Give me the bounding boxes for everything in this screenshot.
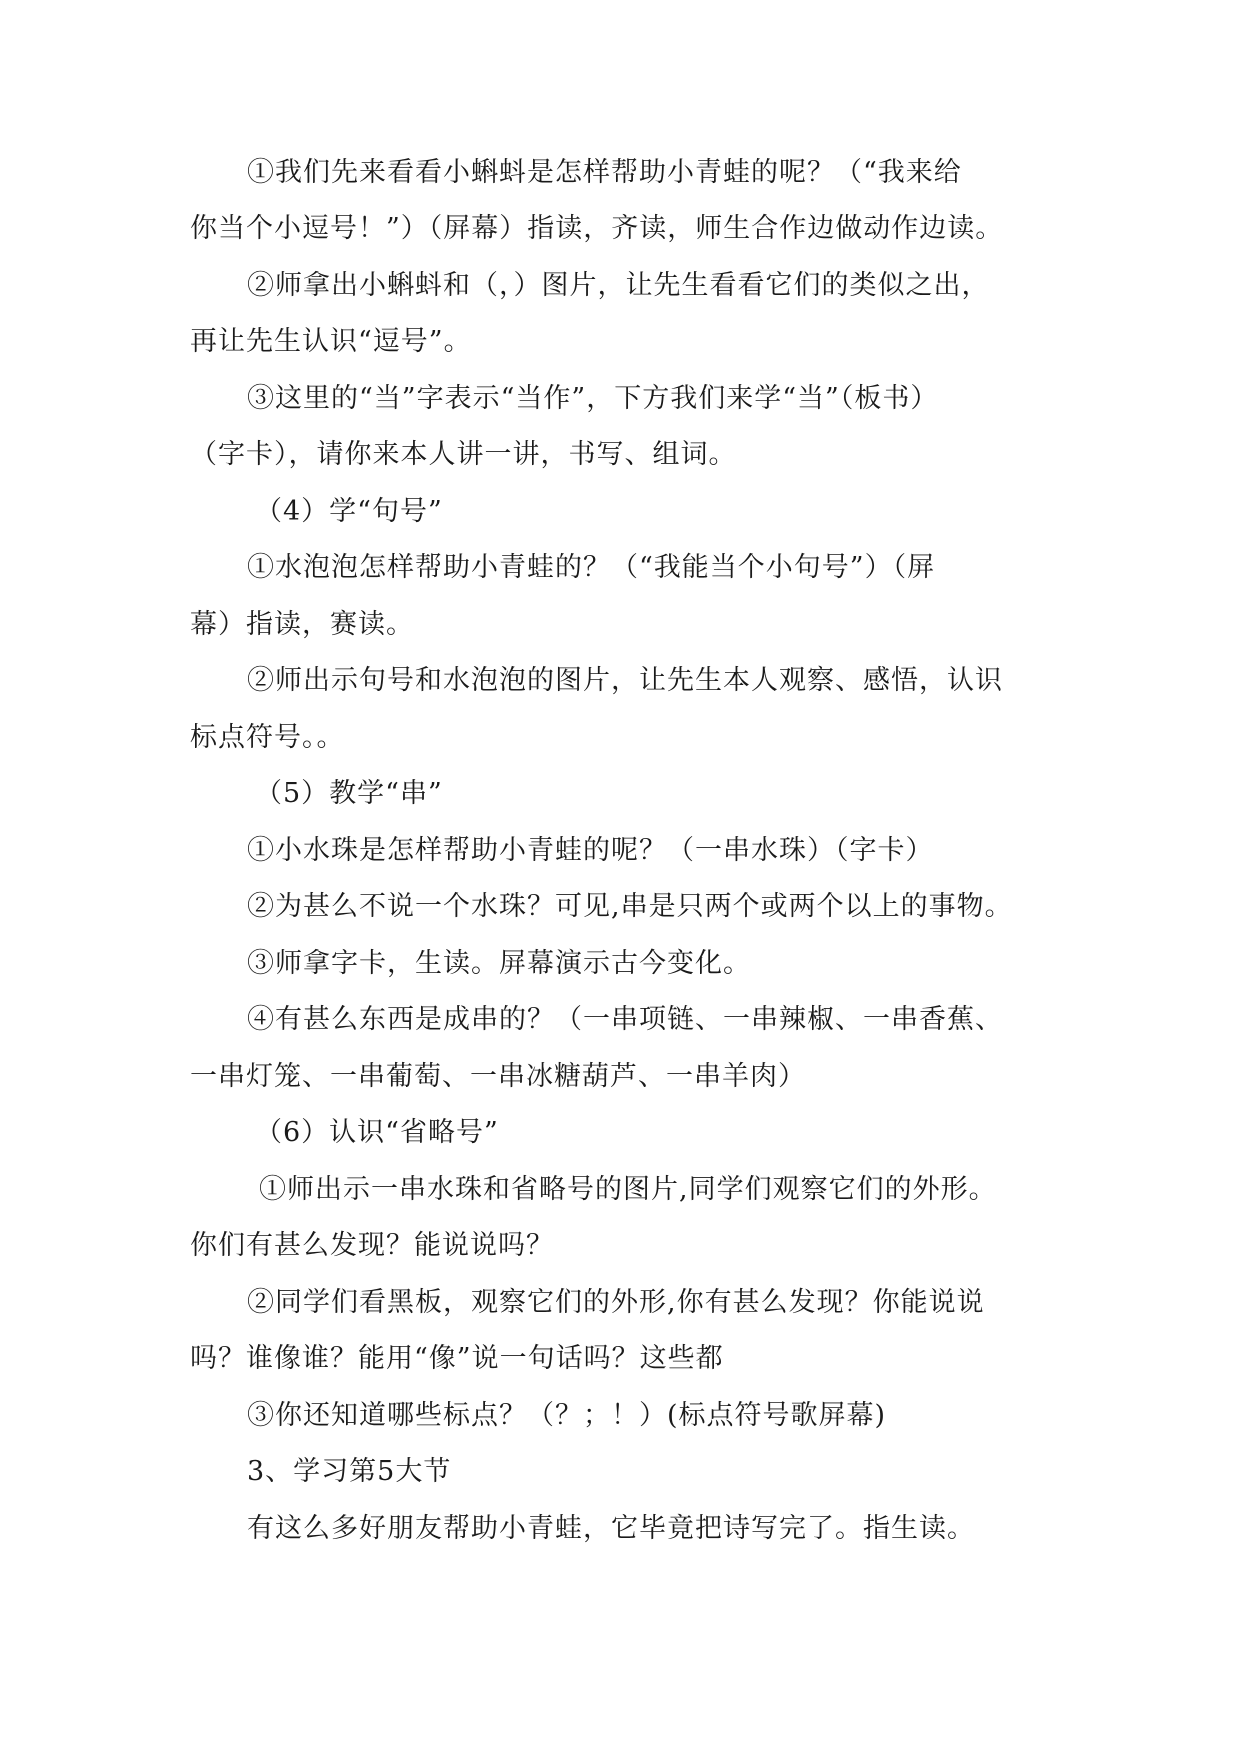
paragraph-line: ②师拿出小蝌蚪和（，）图片，让先生看看它们的类似之出， [247, 270, 990, 301]
paragraph-line: ①师出示一串水珠和省略号的图片,同学们观察它们的外形。 [259, 1174, 997, 1205]
section-heading: （4）学“句号” [255, 496, 443, 527]
paragraph-line: 幕）指读，赛读。 [190, 609, 414, 640]
paragraph-line: ②师出示句号和水泡泡的图片，让先生本人观察、感悟，认识 [247, 665, 1003, 696]
paragraph-line: 标点符号。。 [190, 722, 345, 753]
paragraph-line: ③你还知道哪些标点？（？；！）(标点符号歌屏幕) [247, 1400, 887, 1431]
paragraph-line: 你们有甚么发现？能说说吗？ [190, 1230, 554, 1261]
paragraph-line: （字卡），请你来本人讲一讲，书写、组词。 [190, 439, 737, 470]
section-heading: （6）认识“省略号” [255, 1117, 499, 1148]
paragraph-line: ④有甚么东西是成串的？（一串项链、一串辣椒、一串香蕉、 [247, 1004, 1003, 1035]
paragraph-line: 吗？谁像谁？能用“像”说一句话吗？这些都 [190, 1343, 724, 1374]
paragraph-line: ②同学们看黑板，观察它们的外形,你有甚么发现？你能说说 [247, 1287, 985, 1318]
paragraph-line: 有这么多好朋友帮助小青蛙，它毕竟把诗写完了。指生读。 [247, 1513, 975, 1544]
paragraph-line: ①小水珠是怎样帮助小青蛙的呢？（一串水珠）（字卡） [247, 835, 934, 866]
paragraph-line: ①水泡泡怎样帮助小青蛙的？（“我能当个小句号”）（屏 [247, 552, 936, 583]
paragraph-line: ②为甚么不说一个水珠？可见,串是只两个或两个以上的事物。 [247, 891, 1013, 922]
section-heading: （5）教学“串” [255, 778, 443, 809]
section-heading: 3、学习第5大节 [247, 1456, 452, 1487]
paragraph-line: 一串灯笼、一串葡萄、一串冰糖葫芦、一串羊肉） [190, 1061, 806, 1092]
paragraph-line: ①我们先来看看小蝌蚪是怎样帮助小青蛙的呢？（“我来给 [247, 157, 962, 188]
paragraph-line: 你当个小逗号！”）（屏幕）指读，齐读，师生合作边做动作边读。 [190, 213, 1004, 244]
paragraph-line: 再让先生认识“逗号”。 [190, 326, 472, 357]
paragraph-line: ③这里的“当”字表示“当作”，下方我们来学“当”（板书） [247, 383, 939, 414]
paragraph-line: ③师拿字卡，生读。屏幕演示古今变化。 [247, 948, 751, 979]
